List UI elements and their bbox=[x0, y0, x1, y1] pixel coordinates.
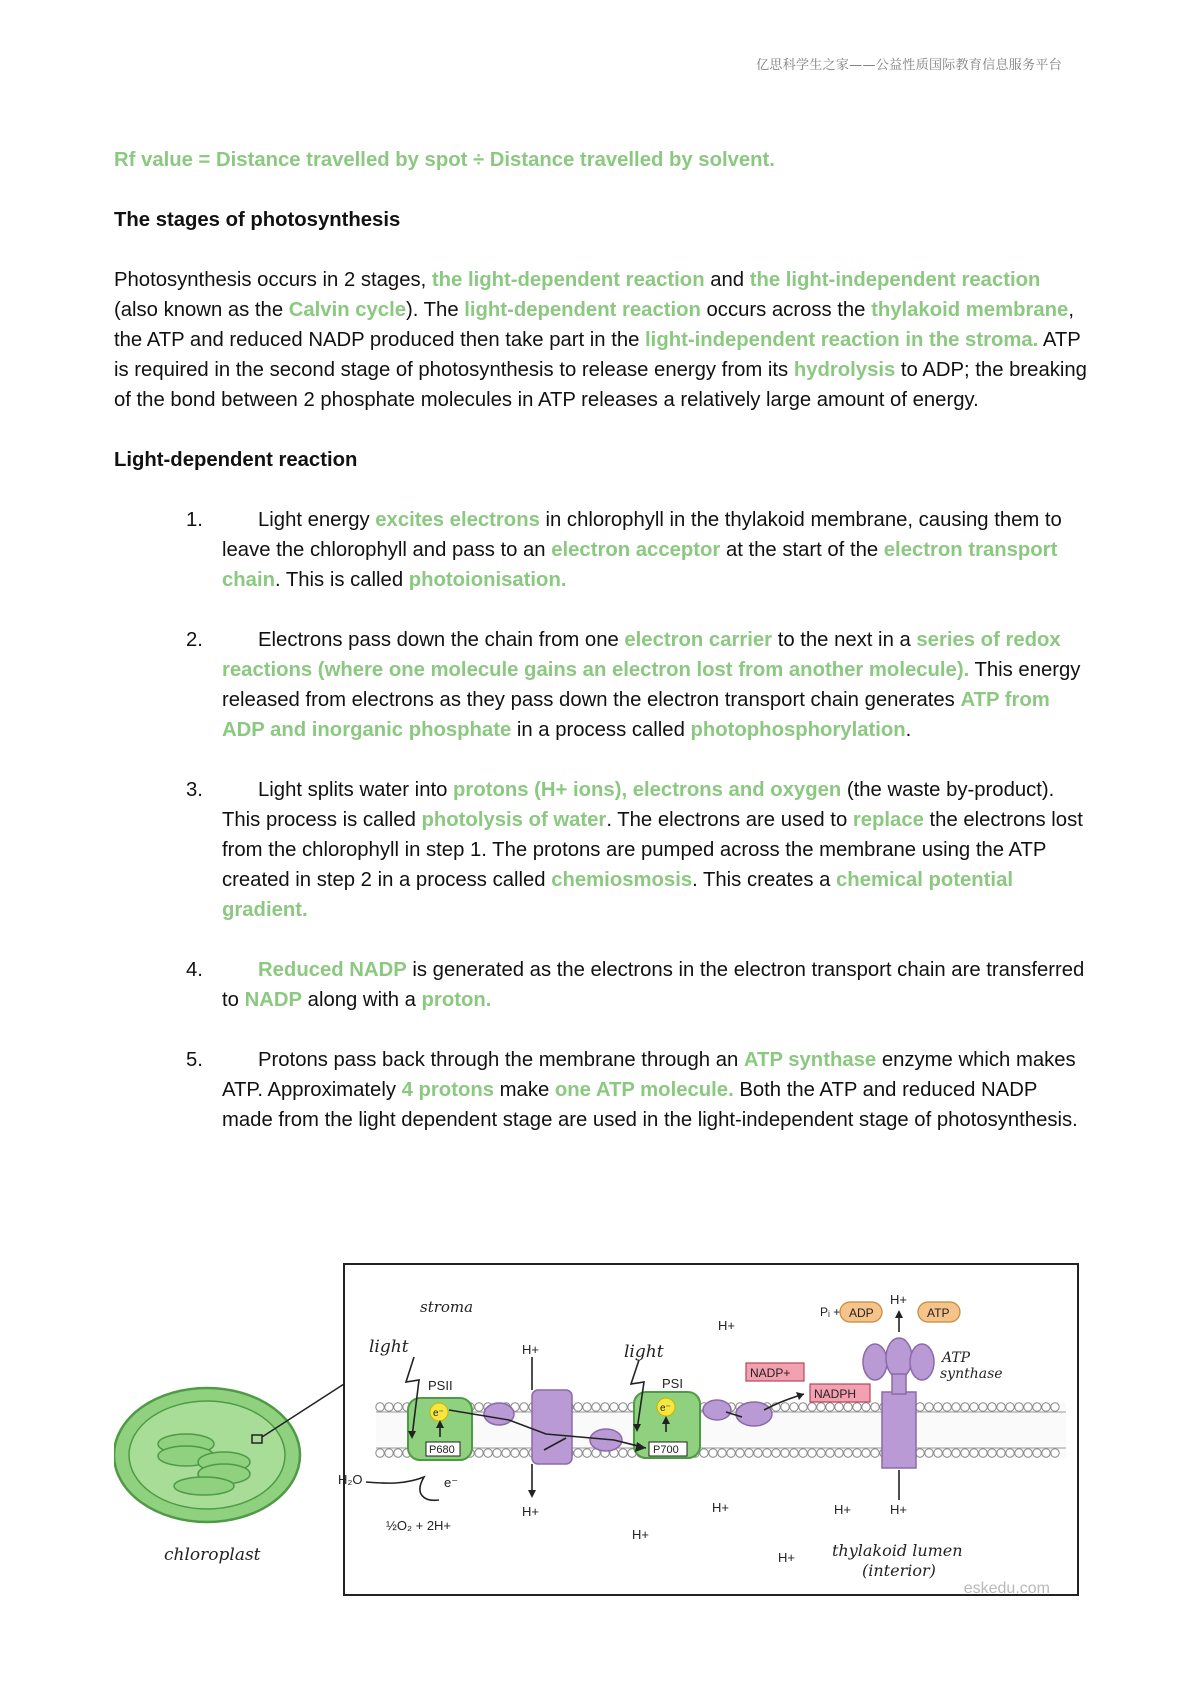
lipid-head bbox=[475, 1449, 483, 1457]
lipid-head bbox=[862, 1449, 870, 1457]
chloroplast-illustration bbox=[114, 1384, 344, 1522]
lipid-head bbox=[835, 1403, 843, 1411]
photosynthesis-diagram bbox=[114, 1262, 1080, 1597]
lipid-head bbox=[1051, 1403, 1059, 1411]
lipid-head bbox=[619, 1403, 627, 1411]
lipid-head bbox=[376, 1403, 384, 1411]
lipid-head bbox=[997, 1403, 1005, 1411]
lipid-head bbox=[772, 1449, 780, 1457]
lipid-head bbox=[520, 1403, 528, 1411]
ldr-steps bbox=[114, 505, 1089, 1135]
lipid-head bbox=[961, 1403, 969, 1411]
lipid-head bbox=[574, 1403, 582, 1411]
lipid-head bbox=[1006, 1449, 1014, 1457]
h-plus-3: H+ bbox=[718, 1318, 735, 1333]
lipid-head bbox=[808, 1449, 816, 1457]
lipid-head bbox=[979, 1403, 987, 1411]
lipid-head bbox=[1042, 1403, 1050, 1411]
lipid-head bbox=[493, 1449, 501, 1457]
list-item: 1. Light energy excites electrons in chlorophyll in the thylakoid membrane, causing them to leave the chlorophyll and pass to an electron acceptor at the start of the electron transport chain. This is called photoionisation. bbox=[186, 509, 1062, 591]
lipid-head bbox=[799, 1449, 807, 1457]
lipid-head bbox=[574, 1449, 582, 1457]
lipid-head bbox=[718, 1449, 726, 1457]
lipid-head bbox=[583, 1403, 591, 1411]
lipid-head bbox=[394, 1403, 402, 1411]
lipid-head bbox=[952, 1403, 960, 1411]
lipid-head bbox=[988, 1449, 996, 1457]
lipid-head bbox=[970, 1403, 978, 1411]
list-item: 3. Light splits water into protons (H+ ions), electrons and oxygen (the waste by-product). This process is called photolysis of water. The electrons are used to replace the electrons lost from the chlorophyll in step 1. The protons are pumped across the membrane using the ATP created in step 2 in a process called chemiosmosis. This creates a chemical potential gradient. bbox=[186, 779, 1083, 921]
lipid-head bbox=[376, 1449, 384, 1457]
nadp-reductase bbox=[736, 1402, 772, 1426]
h-plus-6: H+ bbox=[834, 1502, 851, 1517]
lipid-head bbox=[934, 1403, 942, 1411]
lipid-head bbox=[1015, 1403, 1023, 1411]
lipid-head bbox=[736, 1449, 744, 1457]
rf-formula: Rf value = Distance travelled by spot ÷ Distance travelled by solvent. bbox=[114, 149, 775, 171]
psi-electron-label: e⁻ bbox=[660, 1403, 671, 1414]
lipid-head bbox=[601, 1403, 609, 1411]
cytochrome-complex bbox=[532, 1390, 572, 1464]
stages-heading: The stages of photosynthesis bbox=[114, 209, 401, 231]
lipid-head bbox=[871, 1449, 879, 1457]
lipid-head bbox=[790, 1403, 798, 1411]
chloroplast-label: chloroplast bbox=[164, 1545, 261, 1565]
h-plus-7: H+ bbox=[890, 1502, 907, 1517]
lipid-head bbox=[826, 1403, 834, 1411]
watermark: eskedu.com bbox=[963, 1580, 1050, 1597]
lipid-head bbox=[817, 1449, 825, 1457]
lipid-head bbox=[925, 1403, 933, 1411]
lipid-head bbox=[916, 1449, 924, 1457]
ferredoxin bbox=[703, 1400, 731, 1420]
psii-electron-label: e⁻ bbox=[433, 1408, 444, 1419]
lipid-head bbox=[853, 1449, 861, 1457]
lipid-head bbox=[979, 1449, 987, 1457]
h-plus-5: H+ bbox=[632, 1527, 649, 1542]
lipid-head bbox=[700, 1449, 708, 1457]
lipid-head bbox=[781, 1403, 789, 1411]
p680-label: P680 bbox=[429, 1444, 455, 1456]
lipid-head bbox=[394, 1449, 402, 1457]
lipid-head bbox=[592, 1403, 600, 1411]
lipid-head bbox=[916, 1403, 924, 1411]
nadp-label: NADP+ bbox=[750, 1366, 791, 1380]
atp-synthase-label-1: ATP bbox=[942, 1350, 971, 1366]
lipid-head bbox=[1015, 1449, 1023, 1457]
lipid-head bbox=[988, 1403, 996, 1411]
p700-label: P700 bbox=[653, 1444, 679, 1456]
lipid-head bbox=[1033, 1449, 1041, 1457]
lipid-head bbox=[1024, 1403, 1032, 1411]
lipid-head bbox=[826, 1449, 834, 1457]
lipid-head bbox=[943, 1449, 951, 1457]
ldr-heading: Light-dependent reaction bbox=[114, 449, 358, 471]
lipid-head bbox=[781, 1449, 789, 1457]
plastoquinone bbox=[484, 1403, 514, 1425]
psii-label: PSII bbox=[428, 1378, 453, 1393]
h-plus-1: H+ bbox=[522, 1342, 539, 1357]
lipid-head bbox=[934, 1449, 942, 1457]
lipid-head bbox=[961, 1449, 969, 1457]
lipid-head bbox=[943, 1403, 951, 1411]
lipid-head bbox=[583, 1449, 591, 1457]
lipid-head bbox=[808, 1403, 816, 1411]
lipid-head bbox=[1051, 1449, 1059, 1457]
light-label-psi: light bbox=[624, 1342, 664, 1362]
h-plus-8: H+ bbox=[778, 1550, 795, 1565]
lipid-head bbox=[745, 1449, 753, 1457]
lipid-head bbox=[475, 1403, 483, 1411]
lipid-head bbox=[925, 1449, 933, 1457]
stages-paragraph: Photosynthesis occurs in 2 stages, the light-dependent reaction and the light-independent reaction (also known as the Calvin cycle). The light-dependent reaction occurs across the thylakoid membrane, the ATP and reduced NADP produced then take part in the light-independent reaction in the stroma. ATP is required in the second stage of photosynthesis to release energy from its hydrolysis to ADP; the breaking of the bond between 2 phosphate molecules in ATP releases a relatively large amount of energy. bbox=[114, 269, 1087, 411]
lipid-head bbox=[763, 1449, 771, 1457]
atp-synthase-label-2: synthase bbox=[940, 1366, 1003, 1382]
lipid-head bbox=[790, 1449, 798, 1457]
lipid-head bbox=[817, 1403, 825, 1411]
h2o-label: H₂O bbox=[338, 1472, 363, 1487]
h-plus-9: H+ bbox=[890, 1292, 907, 1307]
lipid-head bbox=[1042, 1449, 1050, 1457]
list-item: 4. Reduced NADP is generated as the electrons in the electron transport chain are transferred to NADP along with a proton. bbox=[186, 959, 1085, 1011]
site-header: 亿思科学生之家——公益性质国际教育信息服务平台 bbox=[756, 58, 1062, 73]
lipid-head bbox=[997, 1449, 1005, 1457]
lipid-head bbox=[385, 1449, 393, 1457]
lipid-head bbox=[799, 1403, 807, 1411]
lipid-head bbox=[853, 1403, 861, 1411]
lipid-head bbox=[709, 1449, 717, 1457]
document-body bbox=[114, 145, 1089, 1165]
lipid-head bbox=[511, 1449, 519, 1457]
lipid-head bbox=[1033, 1403, 1041, 1411]
stroma-label: stroma bbox=[420, 1298, 474, 1316]
lipid-head bbox=[844, 1449, 852, 1457]
lipid-head bbox=[502, 1449, 510, 1457]
lipid-head bbox=[844, 1403, 852, 1411]
list-item: 2. Electrons pass down the chain from one electron carrier to the next in a series of redox reactions (where one molecule gains an electron lost from another molecule). This energy released from electrons as they pass down the electron transport chain generates ATP from ADP and inorganic phosphate in a process called photophosphorylation. bbox=[186, 629, 1081, 741]
psi-label: PSI bbox=[662, 1376, 683, 1391]
lipid-head bbox=[520, 1449, 528, 1457]
lipid-head bbox=[484, 1449, 492, 1457]
oxygen-label: ½O₂ + 2H+ bbox=[386, 1518, 452, 1533]
atp-label: ATP bbox=[927, 1306, 950, 1320]
lipid-head bbox=[871, 1403, 879, 1411]
light-label-psii: light bbox=[369, 1337, 409, 1357]
lipid-head bbox=[1006, 1403, 1014, 1411]
lipid-head bbox=[385, 1403, 393, 1411]
lipid-head bbox=[610, 1403, 618, 1411]
adp-label: ADP bbox=[849, 1306, 874, 1320]
water-electron-label: e⁻ bbox=[444, 1475, 459, 1490]
lipid-head bbox=[970, 1449, 978, 1457]
lipid-head bbox=[619, 1449, 627, 1457]
nadph-label: NADPH bbox=[814, 1387, 857, 1401]
lumen-label-1: thylakoid lumen bbox=[832, 1541, 963, 1560]
lipid-head bbox=[754, 1449, 762, 1457]
lipid-head bbox=[862, 1403, 870, 1411]
lumen-label-2: (interior) bbox=[862, 1561, 936, 1580]
lipid-head bbox=[952, 1449, 960, 1457]
lipid-head bbox=[1024, 1449, 1032, 1457]
list-item: 5. Protons pass back through the membrane through an ATP synthase enzyme which makes ATP. Approximately 4 protons make one ATP molecule. Both the ATP and reduced NADP made from the light dependent stage are used in the light-independent stage of photosynthesis. bbox=[186, 1049, 1078, 1131]
lipid-head bbox=[727, 1449, 735, 1457]
h-plus-2: H+ bbox=[522, 1504, 539, 1519]
pi-label: Pᵢ + bbox=[820, 1305, 841, 1319]
lipid-head bbox=[835, 1449, 843, 1457]
h-plus-4: H+ bbox=[712, 1500, 729, 1515]
